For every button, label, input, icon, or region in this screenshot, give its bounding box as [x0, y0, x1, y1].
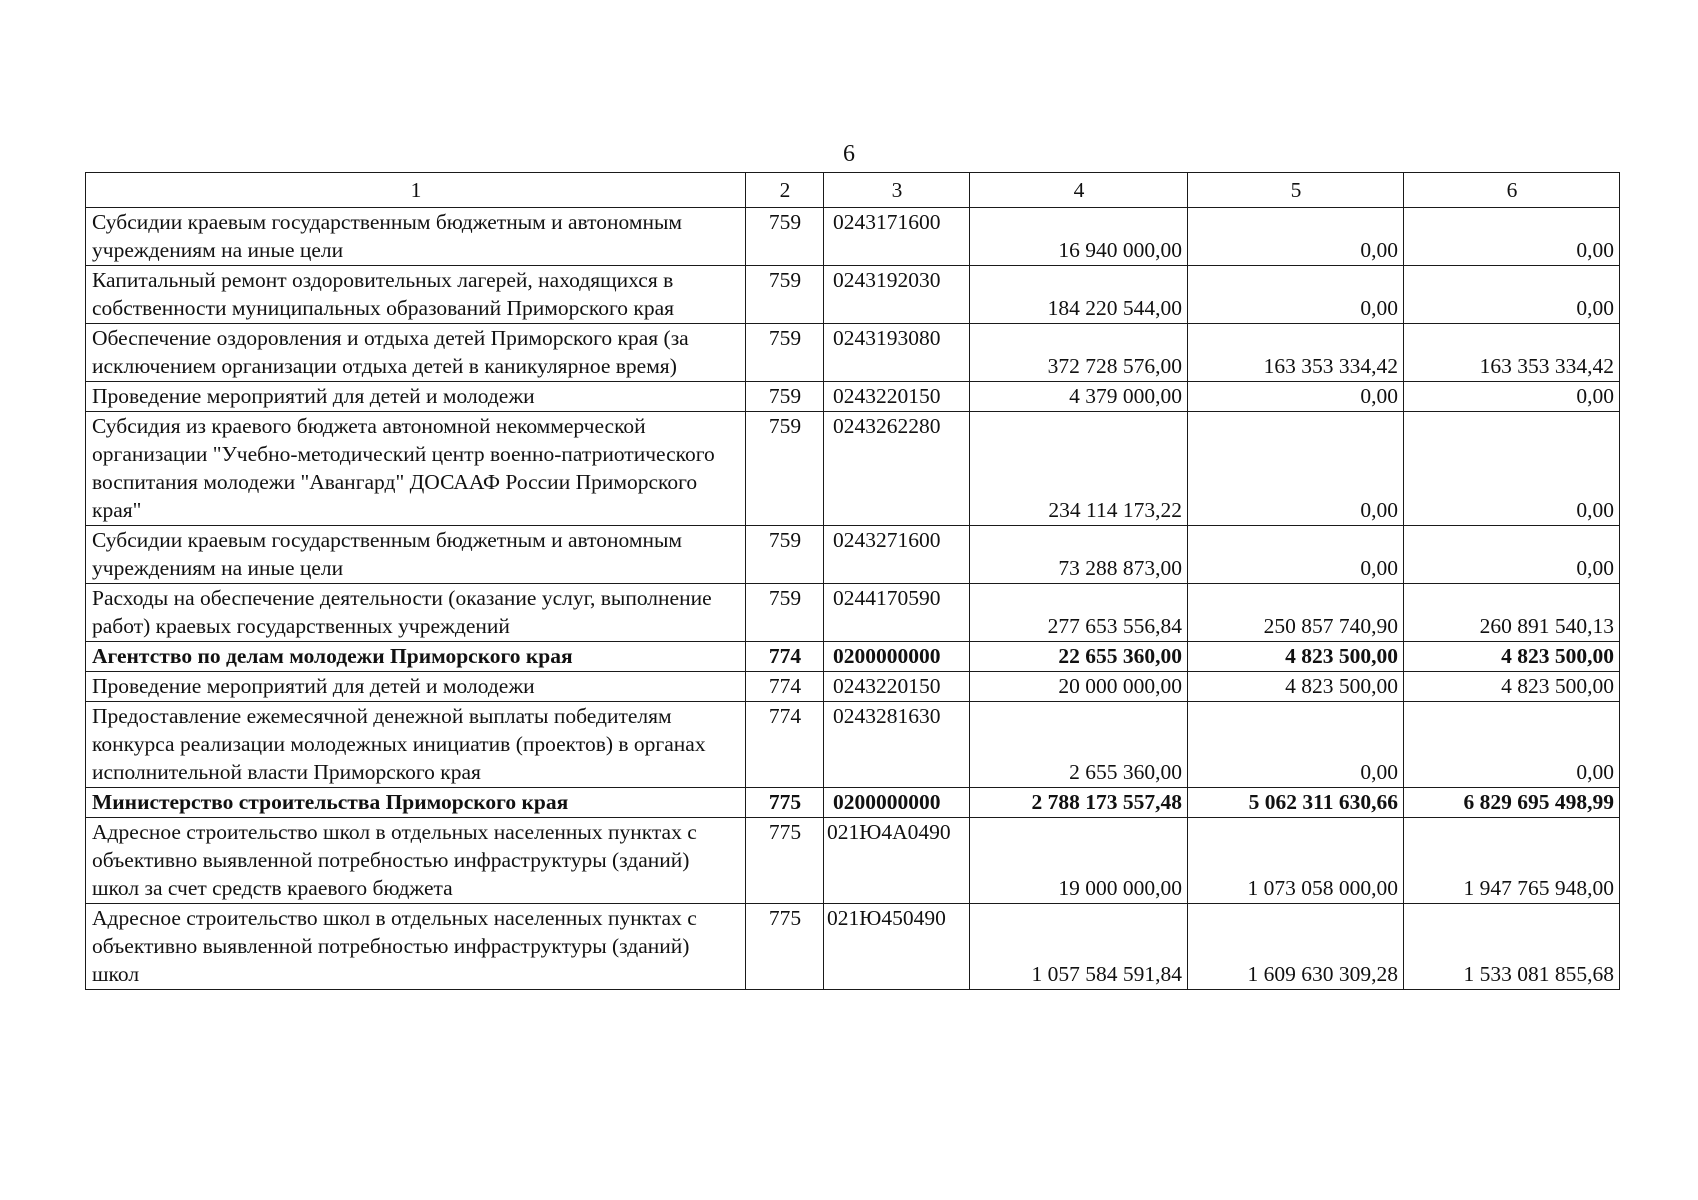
row-value-4-cell: 372 728 576,00 — [970, 324, 1188, 382]
row-value-5-cell: 1 073 058 000,00 — [1188, 818, 1404, 904]
column-header: 4 — [970, 173, 1188, 208]
row-value-6-cell: 0,00 — [1404, 208, 1620, 266]
table-row — [86, 382, 1620, 412]
row-target-cell: 0243271600 — [824, 526, 970, 584]
row-code-cell: 759 — [746, 208, 824, 266]
row-value-4-cell: 20 000 000,00 — [970, 672, 1188, 702]
row-value-5-cell: 0,00 — [1188, 382, 1404, 412]
row-target-cell: 0243220150 — [824, 672, 970, 702]
column-header: 5 — [1188, 173, 1404, 208]
column-header: 2 — [746, 173, 824, 208]
row-value-4-cell: 1 057 584 591,84 — [970, 904, 1188, 990]
row-value-4-cell: 184 220 544,00 — [970, 266, 1188, 324]
row-code-cell: 759 — [746, 324, 824, 382]
table-row — [86, 672, 1620, 702]
row-value-4-cell: 19 000 000,00 — [970, 818, 1188, 904]
row-code-cell: 759 — [746, 526, 824, 584]
row-name-cell: Капитальный ремонт оздоровительных лагерей, находящихся в собственности муниципальных образований Приморского края — [86, 266, 746, 324]
row-code-cell: 759 — [746, 382, 824, 412]
table-row — [86, 324, 1620, 382]
row-code-cell: 759 — [746, 412, 824, 526]
row-name-cell: Адресное строительство школ в отдельных населенных пунктах с объективно выявленной потребностью инфраструктуры (зданий) школ — [86, 904, 746, 990]
row-name-cell: Проведение мероприятий для детей и молодежи — [86, 672, 746, 702]
row-value-5-cell: 0,00 — [1188, 266, 1404, 324]
table-row — [86, 584, 1620, 642]
row-value-6-cell: 0,00 — [1404, 702, 1620, 788]
row-value-5-cell: 5 062 311 630,66 — [1188, 788, 1404, 818]
row-value-6-cell: 0,00 — [1404, 412, 1620, 526]
row-code-cell: 774 — [746, 672, 824, 702]
table-row — [86, 788, 1620, 818]
row-target-cell: 0243281630 — [824, 702, 970, 788]
table-row — [86, 702, 1620, 788]
row-name-cell: Адресное строительство школ в отдельных населенных пунктах с объективно выявленной потребностью инфраструктуры (зданий) школ за счет средств краевого бюджета — [86, 818, 746, 904]
row-value-4-cell: 4 379 000,00 — [970, 382, 1188, 412]
row-target-cell: 021Ю4А0490 — [824, 818, 970, 904]
row-value-6-cell: 260 891 540,13 — [1404, 584, 1620, 642]
row-value-4-cell: 2 788 173 557,48 — [970, 788, 1188, 818]
row-value-4-cell: 277 653 556,84 — [970, 584, 1188, 642]
row-value-6-cell: 0,00 — [1404, 266, 1620, 324]
row-name-cell: Агентство по делам молодежи Приморского края — [86, 642, 746, 672]
row-name-cell: Субсидии краевым государственным бюджетным и автономным учреждениям на иные цели — [86, 526, 746, 584]
row-name-cell: Субсидии краевым государственным бюджетным и автономным учреждениям на иные цели — [86, 208, 746, 266]
row-target-cell: 0243262280 — [824, 412, 970, 526]
budget-table — [85, 172, 1620, 990]
column-header: 6 — [1404, 173, 1620, 208]
row-value-6-cell: 163 353 334,42 — [1404, 324, 1620, 382]
row-value-5-cell: 4 823 500,00 — [1188, 672, 1404, 702]
row-target-cell: 0243171600 — [824, 208, 970, 266]
row-value-4-cell: 22 655 360,00 — [970, 642, 1188, 672]
row-code-cell: 759 — [746, 266, 824, 324]
row-target-cell: 0243192030 — [824, 266, 970, 324]
row-name-cell: Субсидия из краевого бюджета автономной некоммерческой организации "Учебно-методический центр военно-патриотического воспитания молодежи "Авангард" ДОСААФ России Приморского края" — [86, 412, 746, 526]
row-code-cell: 774 — [746, 702, 824, 788]
row-target-cell: 0243193080 — [824, 324, 970, 382]
table-row — [86, 266, 1620, 324]
row-value-6-cell: 1 533 081 855,68 — [1404, 904, 1620, 990]
table-row — [86, 642, 1620, 672]
table-header-row — [86, 173, 1620, 208]
page-number: 6 — [843, 141, 855, 167]
table-row — [86, 412, 1620, 526]
row-value-5-cell: 0,00 — [1188, 702, 1404, 788]
row-value-6-cell: 1 947 765 948,00 — [1404, 818, 1620, 904]
row-value-6-cell: 4 823 500,00 — [1404, 642, 1620, 672]
row-value-5-cell: 0,00 — [1188, 526, 1404, 584]
row-name-cell: Обеспечение оздоровления и отдыха детей Приморского края (за исключением организации отдыха детей в каникулярное время) — [86, 324, 746, 382]
row-name-cell: Расходы на обеспечение деятельности (оказание услуг, выполнение работ) краевых государственных учреждений — [86, 584, 746, 642]
row-target-cell: 0243220150 — [824, 382, 970, 412]
row-value-4-cell: 16 940 000,00 — [970, 208, 1188, 266]
table-row — [86, 818, 1620, 904]
row-name-cell: Предоставление ежемесячной денежной выплаты победителям конкурса реализации молодежных инициатив (проектов) в органах исполнительной власти Приморского края — [86, 702, 746, 788]
row-value-5-cell: 0,00 — [1188, 208, 1404, 266]
row-name-cell: Проведение мероприятий для детей и молодежи — [86, 382, 746, 412]
column-header: 3 — [824, 173, 970, 208]
row-value-4-cell: 73 288 873,00 — [970, 526, 1188, 584]
row-value-6-cell: 6 829 695 498,99 — [1404, 788, 1620, 818]
row-target-cell: 0244170590 — [824, 584, 970, 642]
row-value-5-cell: 1 609 630 309,28 — [1188, 904, 1404, 990]
row-value-5-cell: 250 857 740,90 — [1188, 584, 1404, 642]
table-row — [86, 904, 1620, 990]
row-target-cell: 0200000000 — [824, 788, 970, 818]
table-row — [86, 526, 1620, 584]
row-value-4-cell: 2 655 360,00 — [970, 702, 1188, 788]
budget-table-body — [86, 173, 1620, 990]
row-value-6-cell: 0,00 — [1404, 382, 1620, 412]
row-code-cell: 775 — [746, 818, 824, 904]
row-code-cell: 759 — [746, 584, 824, 642]
row-name-cell: Министерство строительства Приморского края — [86, 788, 746, 818]
row-value-6-cell: 0,00 — [1404, 526, 1620, 584]
row-value-5-cell: 163 353 334,42 — [1188, 324, 1404, 382]
row-value-6-cell: 4 823 500,00 — [1404, 672, 1620, 702]
row-target-cell: 021Ю450490 — [824, 904, 970, 990]
row-value-5-cell: 0,00 — [1188, 412, 1404, 526]
column-header: 1 — [86, 173, 746, 208]
row-code-cell: 775 — [746, 904, 824, 990]
table-row — [86, 208, 1620, 266]
row-value-4-cell: 234 114 173,22 — [970, 412, 1188, 526]
row-code-cell: 774 — [746, 642, 824, 672]
row-code-cell: 775 — [746, 788, 824, 818]
row-target-cell: 0200000000 — [824, 642, 970, 672]
row-value-5-cell: 4 823 500,00 — [1188, 642, 1404, 672]
